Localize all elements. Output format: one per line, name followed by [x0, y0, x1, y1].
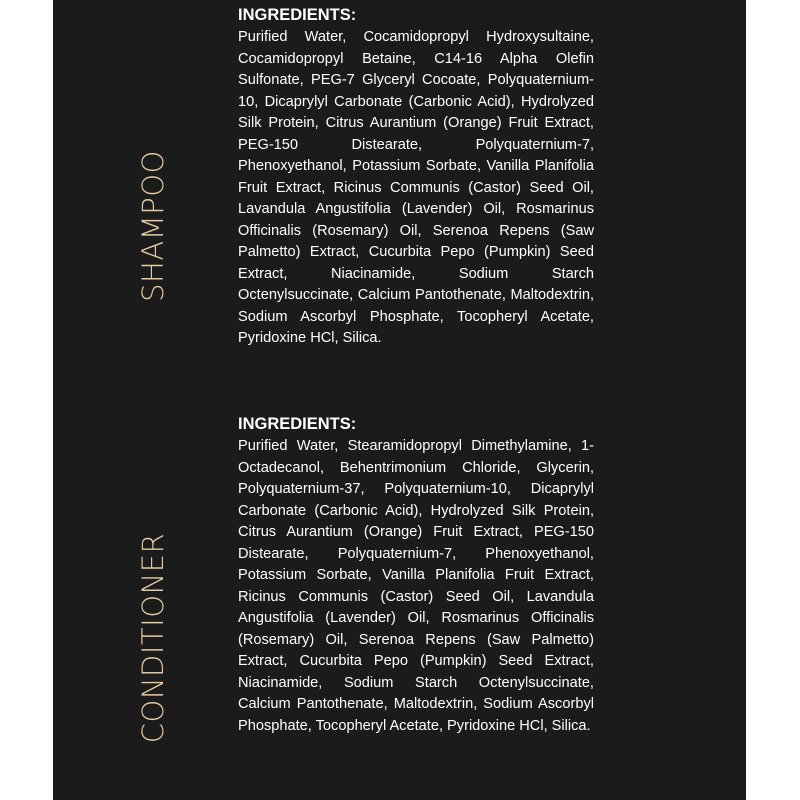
conditioner-section-label-wrap: [136, 532, 170, 744]
shampoo-ingredients-heading: INGREDIENTS:: [238, 6, 357, 24]
shampoo-section-label: SHAMPOO: [136, 150, 170, 302]
conditioner-ingredients-heading: INGREDIENTS:: [238, 415, 357, 433]
ingredients-panel: [53, 0, 746, 800]
conditioner-ingredients-block: [238, 413, 594, 737]
shampoo-ingredients-block: [238, 4, 594, 350]
conditioner-section-label: CONDITIONER: [136, 532, 170, 744]
shampoo-ingredients-list: Purified Water, Cocamidopropyl Hydroxysultaine, Cocamidopropyl Betaine, C14-16 Alpha Olefin Sulfonate, PEG-7 Glyceryl Cocoate, Polyquaternium-10, Dicaprylyl Carbonate (Carbonic Acid), Hydrolyzed Silk Protein, Citrus Aurantium (Orange) Fruit Extract, PEG-150 Distearate, Polyquaternium-7, Phenoxyethanol, Potassium Sorbate, Vanilla Planifolia Fruit Extract, Ricinus Communis (Castor) Seed Oil, Lavandula Angustifolia (Lavender) Oil, Rosmarinus Officinalis (Rosemary) Oil, Serenoa Repens (Saw Palmetto) Extract, Cucurbita Pepo (Pumpkin) Seed Extract, Niacinamide, Sodium Starch Octenylsuccinate, Calcium Pantothenate, Maltodextrin, Sodium Ascorbyl Phosphate, Tocopheryl Acetate, Pyridoxine HCl, Silica.: [238, 29, 594, 346]
shampoo-section-label-wrap: [136, 150, 170, 302]
conditioner-ingredients-list: Purified Water, Stearamidopropyl Dimethylamine, 1-Octadecanol, Behentrimonium Chloride, Glycerin, Polyquaternium-37, Polyquaternium-10, Dicaprylyl Carbonate (Carbonic Acid), Hydrolyzed Silk Protein, Citrus Aurantium (Orange) Fruit Extract, PEG-150 Distearate, Polyquaternium-7, Phenoxyethanol, Potassium Sorbate, Vanilla Planifolia Fruit Extract, Ricinus Communis (Castor) Seed Oil, Lavandula Angustifolia (Lavender) Oil, Rosmarinus Officinalis (Rosemary) Oil, Serenoa Repens (Saw Palmetto) Extract, Cucurbita Pepo (Pumpkin) Seed Extract, Niacinamide, Sodium Starch Octenylsuccinate, Calcium Pantothenate, Maltodextrin, Sodium Ascorbyl Phosphate, Tocopheryl Acetate, Pyridoxine HCl, Silica.: [238, 438, 594, 734]
